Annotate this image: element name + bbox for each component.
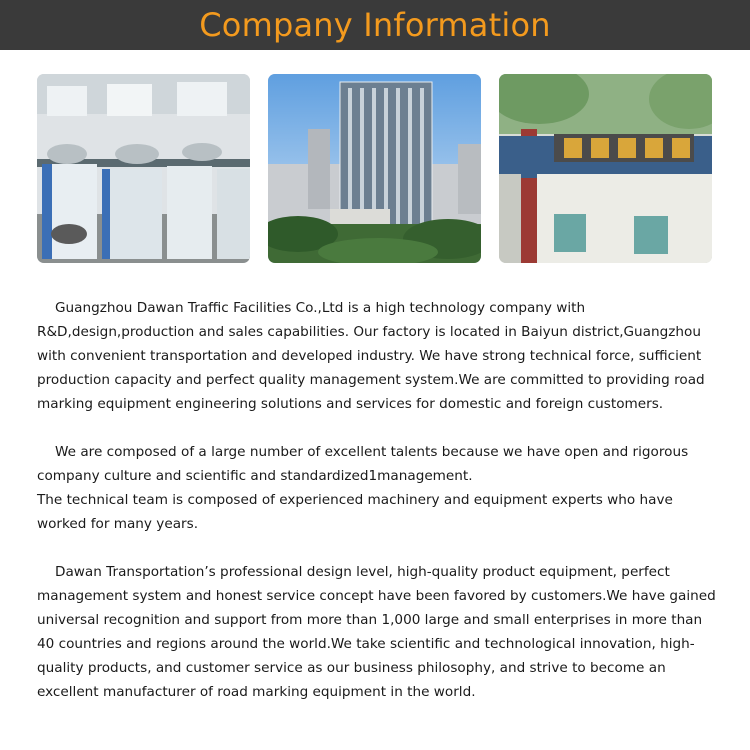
office-building-photo bbox=[268, 74, 481, 263]
intro-paragraph: Guangzhou Dawan Traffic Facilities Co.,Ltd is a high technology company with R&D,design,production and sales capabilities. Our factory is located in Baiyun district,Guangzhou with convenient transportation and developed industry. We have strong technical force, sufficient production capacity and perfect quality management system.We are committed to providing road marking equipment engineering solutions and services for domestic and foreign customers. bbox=[37, 300, 705, 412]
page-title: Company Information bbox=[199, 6, 551, 44]
factory-workshop-photo bbox=[37, 74, 250, 263]
technical-team-paragraph: The technical team is composed of experienced machinery and equipment experts who have worked for many years. bbox=[37, 492, 673, 532]
talents-paragraph: We are composed of a large number of excellent talents because we have open and rigorous company culture and scientific and standardized1management. bbox=[37, 444, 689, 484]
company-description bbox=[37, 296, 717, 704]
philosophy-paragraph: Dawan Transportation’s professional design level, high-quality product equipment, perfect management system and honest service concept have been favored by customers.We have gained universal recognition and support from more than 1,000 large and small enterprises in more than 40 countries and regions around the world.We take scientific and technological innovation, high-quality products, and customer service as our business philosophy, and strive to become an excellent manufacturer of road marking equipment in the world. bbox=[37, 564, 716, 700]
company-gate-photo bbox=[499, 74, 712, 263]
photo-gallery bbox=[37, 74, 713, 264]
header-bar bbox=[0, 0, 750, 50]
